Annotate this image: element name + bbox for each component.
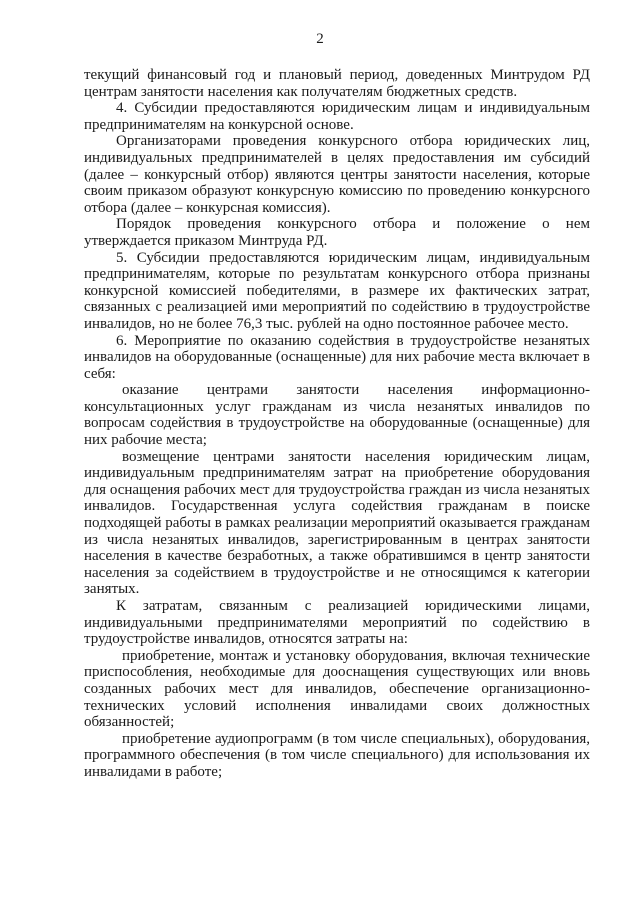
- list-item: оказание центрами занятости населения информационно-консультационных услуг гражданам из числа незанятых инвалидов по вопросам содействия в трудоустройстве на оборудованные (оснащенные) для них рабочие места;: [84, 382, 590, 449]
- paragraph: Порядок проведения конкурсного отбора и положение о нем утверждается приказом Минтруда РД.: [84, 216, 590, 249]
- paragraph: 5. Субсидии предоставляются юридическим лицам, индивидуальным предпринимателям, которые по результатам конкурсного отбора признаны конкурсной комиссией победителями, в размере их фактических затрат, связанных с реализацией ими мероприятий по содействию в трудоустройстве инвалидов, но не более 76,3 тыс. рублей на одно постоянное рабочее место.: [84, 249, 590, 332]
- paragraph: 6. Мероприятие по оказанию содействия в трудоустройстве незанятых инвалидов на оборудованные (оснащенные) для них рабочие места включает в себя:: [84, 332, 590, 382]
- paragraph: Организаторами проведения конкурсного отбора юридических лиц, индивидуальных предпринимателей в целях предоставления им субсидий (далее – конкурсный отбор) являются центры занятости населения, которые своим приказом образуют конкурсную комиссию по проведению конкурсного отбора (далее – конкурсная комиссия).: [84, 133, 590, 216]
- list-item: приобретение, монтаж и установку оборудования, включая технические приспособления, необходимые для дооснащения существующих или вновь созданных рабочих мест для инвалидов, обеспечение организационно-технических условий исполнения инвалидами своих должностных обязанностей;: [84, 647, 590, 731]
- paragraph: текущий финансовый год и плановый период, доведенных Минтрудом РД центрам занятости населения как получателям бюджетных средств.: [84, 67, 590, 100]
- page-number: 2: [316, 31, 324, 47]
- document-body: [84, 67, 590, 781]
- list-item: приобретение аудиопрограмм (в том числе специальных), оборудования, программного обеспечения (в том числе специального) для использования их инвалидами в работе;: [84, 730, 590, 780]
- paragraph: К затратам, связанным с реализацией юридическими лицами, индивидуальными предпринимателями мероприятий по содействию в трудоустройстве инвалидов, относятся затраты на:: [84, 598, 590, 648]
- list-item: возмещение центрами занятости населения юридическим лицам, индивидуальным предпринимателям затрат на приобретение оборудования для оснащения рабочих мест для трудоустройства граждан из числа незанятых инвалидов. Государственная услуга содействия гражданам в поиске подходящей работы в рамках реализации мероприятий оказывается гражданам из числа незанятых инвалидов, зарегистрированным в центрах занятости населения в качестве безработных, а также обратившимся в центр занятости населения за содействием в трудоустройстве и не относящимся к категории занятых.: [84, 448, 590, 598]
- paragraph: 4. Субсидии предоставляются юридическим лицам и индивидуальным предпринимателям на конкурсной основе.: [84, 100, 590, 133]
